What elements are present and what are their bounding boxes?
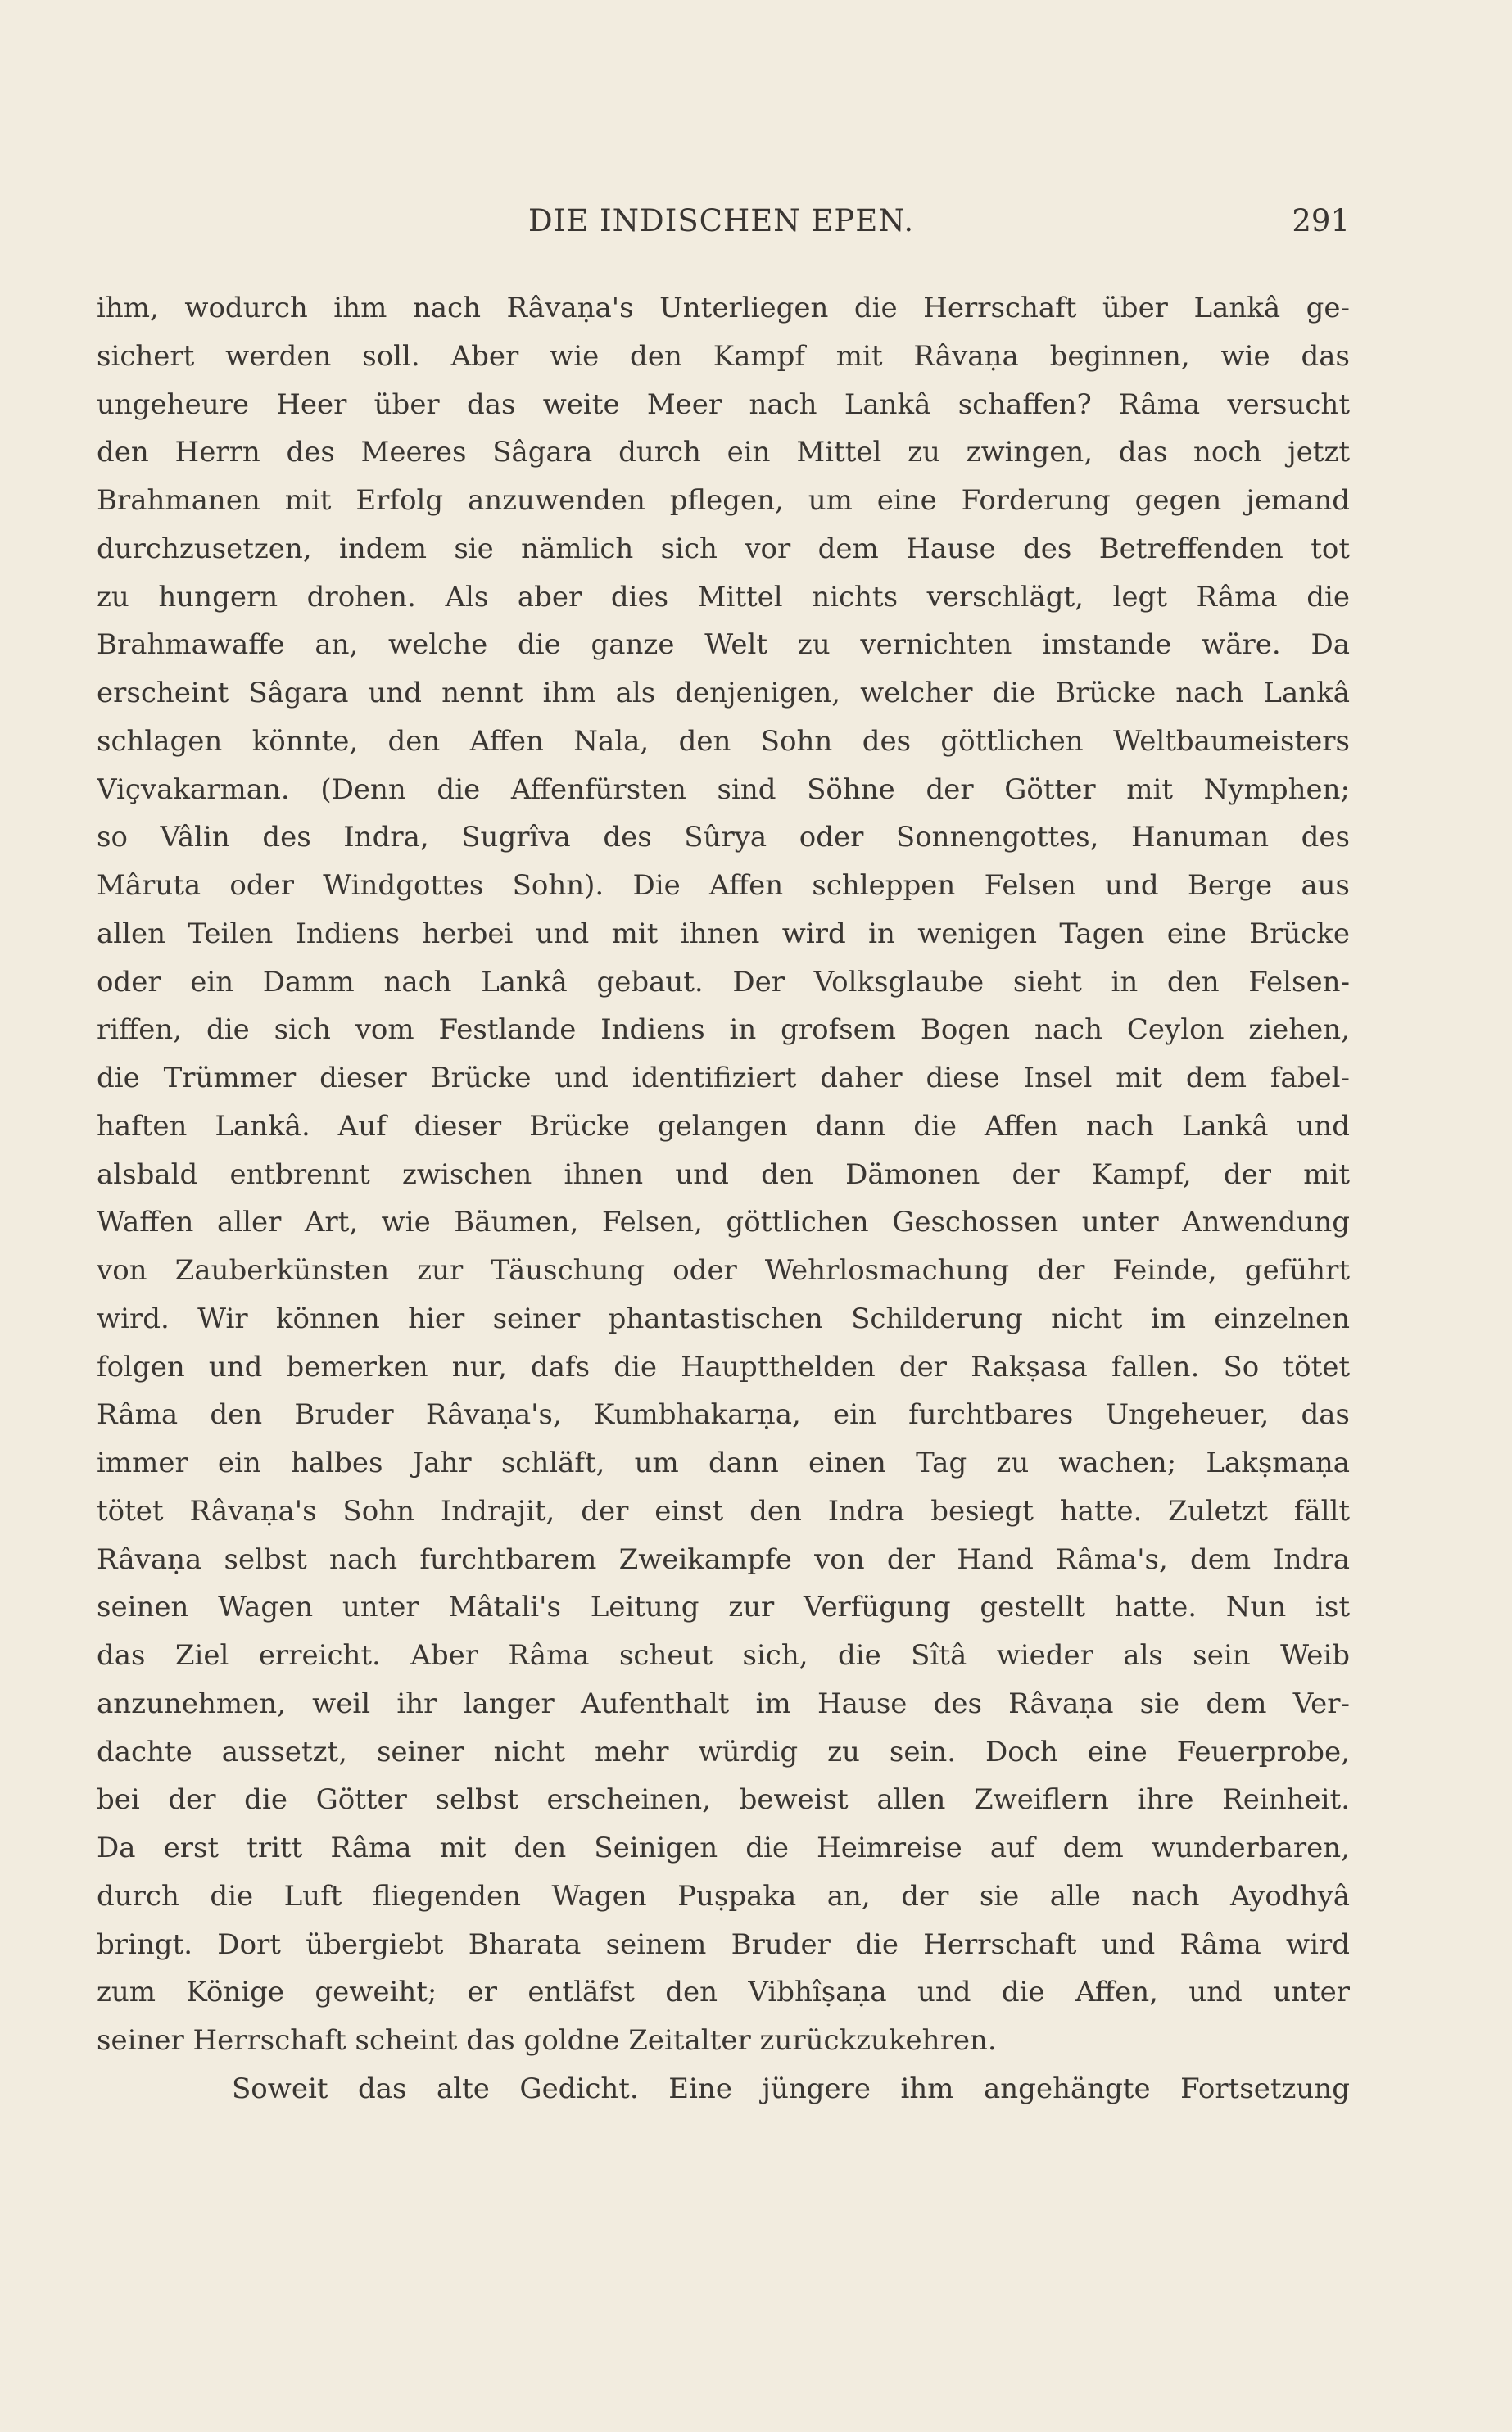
text-line: allen Teilen Indiens herbei und mit ihnen wird in wenigen Tagen eine Brücke	[97, 917, 1350, 950]
text-line: folgen und bemerken nur, dafs die Hauptthelden der Rakṣasa fallen. So tötet	[97, 1350, 1350, 1384]
text-line: oder ein Damm nach Lankâ gebaut. Der Volksglaube sieht in den Felsen-	[97, 965, 1350, 999]
text-line: bringt. Dort übergiebt Bharata seinem Bruder die Herrschaft und Râma wird	[97, 1927, 1350, 1961]
text-line: durch die Luft fliegenden Wagen Puṣpaka an, der sie alle nach Ayodhyâ	[97, 1879, 1350, 1913]
text-line: zu hungern drohen. Als aber dies Mittel nichts verschlägt, legt Râma die	[97, 580, 1350, 614]
text-line: alsbald entbrennt zwischen ihnen und den Dämonen der Kampf, der mit	[97, 1157, 1350, 1191]
text-line: riffen, die sich vom Festlande Indiens in grofsem Bogen nach Ceylon ziehen,	[97, 1013, 1350, 1047]
text-line: dachte aussetzt, seiner nicht mehr würdig zu sein. Doch eine Feuerprobe,	[97, 1735, 1350, 1769]
text-line: schlagen könnte, den Affen Nala, den Sohn des göttlichen Weltbaumeisters	[97, 724, 1350, 758]
text-line: Brahmanen mit Erfolg anzuwenden pflegen, um eine Forderung gegen jemand	[97, 484, 1350, 517]
text-line: von Zauberkünsten zur Täuschung oder Wehrlosmachung der Feinde, geführt	[97, 1254, 1350, 1287]
body-text	[97, 284, 1350, 2113]
text-line: anzunehmen, weil ihr langer Aufenthalt im Hause des Râvaṇa sie dem Ver-	[97, 1687, 1350, 1720]
text-line: ihm, wodurch ihm nach Râvaṇa's Unterliegen die Herrschaft über Lankâ ge-	[97, 292, 1350, 324]
text-line: immer ein halbes Jahr schläft, um dann einen Tag zu wachen; Lakṣmaṇa	[97, 1447, 1350, 1479]
running-head	[97, 203, 1350, 252]
text-line: wird. Wir können hier seiner phantastischen Schilderung nicht im einzelnen	[97, 1302, 1350, 1335]
text-line: so Vâlin des Indra, Sugrîva des Sûrya oder Sonnengottes, Hanuman des	[97, 821, 1350, 854]
text-line: ungeheure Heer über das weite Meer nach Lankâ schaffen? Râma versucht	[97, 387, 1350, 421]
text-line: Viçvakarman. (Denn die Affenfürsten sind Söhne der Götter mit Nymphen;	[97, 772, 1350, 806]
text-line: Brahmawaffe an, welche die ganze Welt zu vernichten imstande wäre. Da	[97, 628, 1350, 662]
text-line: zum Könige geweiht; er entläfst den Vibhîṣaṇa und die Affen, und unter	[97, 1976, 1350, 2009]
text-line: Da erst tritt Râma mit den Seinigen die Heimreise auf dem wunderbaren,	[97, 1832, 1350, 1864]
text-line: die Trümmer dieser Brücke und identifiziert daher diese Insel mit dem fabel-	[97, 1062, 1350, 1094]
text-line: durchzusetzen, indem sie nämlich sich vor dem Hause des Betreffenden tot	[97, 532, 1350, 565]
running-title: DIE INDISCHEN EPEN.	[528, 203, 915, 238]
text-line: das Ziel erreicht. Aber Râma scheut sich, die Sîtâ wieder als sein Weib	[97, 1639, 1350, 1672]
text-line: Râvaṇa selbst nach furchtbarem Zweikampfe von der Hand Râma's, dem Indra	[97, 1542, 1350, 1576]
page-number: 291	[1292, 203, 1350, 238]
text-line: haften Lankâ. Auf dieser Brücke gelangen dann die Affen nach Lankâ und	[97, 1109, 1350, 1143]
text-line: Soweit das alte Gedicht. Eine jüngere ihm angehängte Fortsetzung	[232, 2072, 1350, 2105]
text-line: seinen Wagen unter Mâtali's Leitung zur Verfügung gestellt hatte. Nun ist	[97, 1591, 1350, 1624]
text-line: seiner Herrschaft scheint das goldne Zeitalter zurückzukehren.	[97, 2024, 997, 2057]
text-line: Mâruta oder Windgottes Sohn). Die Affen schleppen Felsen und Berge aus	[97, 869, 1350, 902]
text-line: den Herrn des Meeres Sâgara durch ein Mittel zu zwingen, das noch jetzt	[97, 436, 1350, 469]
text-line: bei der die Götter selbst erscheinen, beweist allen Zweiflern ihre Reinheit.	[97, 1783, 1350, 1817]
text-line: Waffen aller Art, wie Bäumen, Felsen, göttlichen Geschossen unter Anwendung	[97, 1206, 1350, 1239]
text-line: Râma den Bruder Râvaṇa's, Kumbhakarṇa, ein furchtbares Ungeheuer, das	[97, 1398, 1350, 1432]
text-line: erscheint Sâgara und nennt ihm als denjenigen, welcher die Brücke nach Lankâ	[97, 677, 1350, 709]
text-line: tötet Râvaṇa's Sohn Indrajit, der einst den Indra besiegt hatte. Zuletzt fällt	[97, 1494, 1350, 1528]
text-line: sichert werden soll. Aber wie den Kampf mit Râvaṇa beginnen, wie das	[97, 339, 1350, 373]
